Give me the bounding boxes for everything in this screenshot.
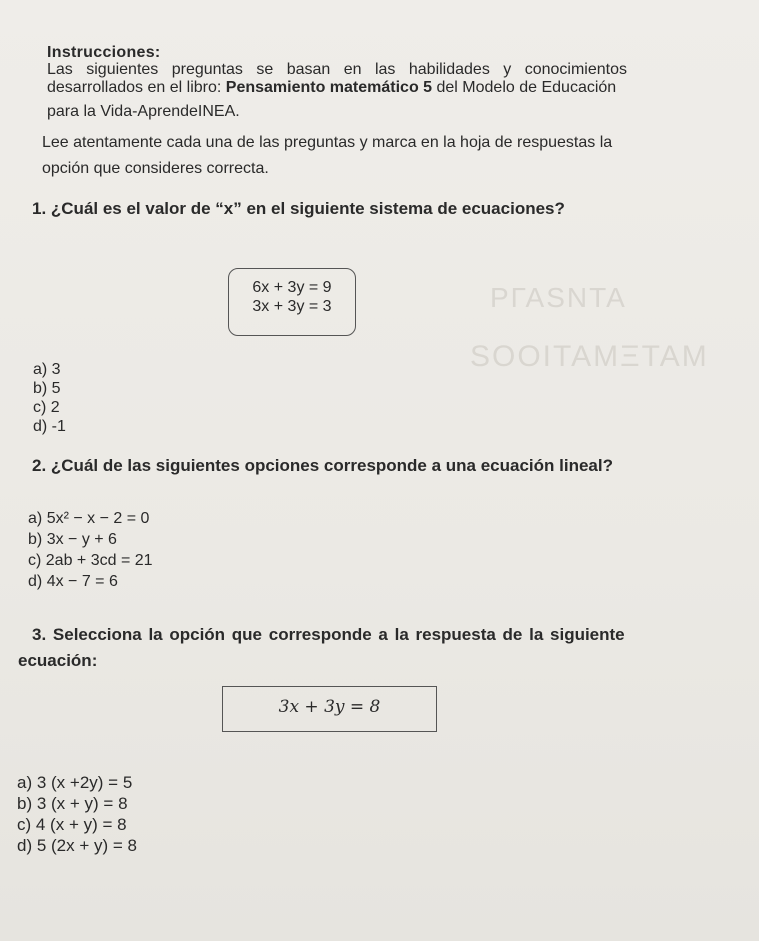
option-c[interactable]: c) 2ab + 3cd = 21	[28, 552, 153, 569]
equation-system-box	[228, 268, 356, 336]
option-d-expression: 4x − 7 = 6	[46, 573, 118, 590]
para1-line-1: Las siguientes preguntas se basan en las habilidades y conocimientos	[47, 61, 627, 78]
show-through-text: ЅΟΟΙΤΑΜΞΤΑΜ	[470, 340, 709, 373]
option-a[interactable]: a) 3	[33, 361, 61, 378]
option-b-expression: 3x − y + 6	[46, 531, 117, 548]
option-a-expression: 5x² − x − 2 = 0	[46, 510, 150, 527]
para2-line-2: opción que consideres correcta.	[42, 160, 269, 177]
option-c[interactable]: c) 4 (x + y) = 8	[17, 815, 127, 834]
show-through-text: ΡΓΑЅΝΤΑ	[490, 282, 627, 313]
question-3	[18, 625, 625, 671]
equation: 3x + 3y = 8	[278, 697, 381, 717]
question-3-line-2: ecuación:	[18, 651, 98, 670]
option-a[interactable]: a) 5x² − x − 2 = 0	[28, 510, 150, 527]
para1-line-2: desarrollados en el libro: Pensamiento matemático 5 del Modelo de Educación	[47, 79, 617, 96]
option-d[interactable]: d) -1	[33, 418, 66, 435]
question-3-line-1: 3. Selecciona la opción que corresponde a la respuesta de la siguiente	[32, 625, 625, 644]
instructions-title: Instrucciones:	[47, 44, 161, 61]
equation-box	[222, 686, 437, 732]
instructions-paragraph-2	[42, 133, 612, 179]
equation-line-2: 3x + 3y = 3	[252, 298, 332, 315]
option-c-expression: 2ab + 3cd = 21	[45, 552, 153, 569]
para1-line-3: para la Vida-AprendeINEA.	[47, 103, 240, 120]
option-a[interactable]: a) 3 (x +2y) = 5	[17, 773, 133, 792]
option-d[interactable]: d) 5 (2x + y) = 8	[17, 836, 137, 855]
option-b[interactable]: b) 3x − y + 6	[28, 531, 117, 548]
question-1: 1. ¿Cuál es el valor de “x” en el siguiente sistema de ecuaciones?	[32, 199, 565, 218]
option-b[interactable]: b) 5	[33, 380, 61, 397]
equation-line-1: 6x + 3y = 9	[252, 279, 332, 296]
option-b[interactable]: b) 3 (x + y) = 8	[17, 794, 128, 813]
question-3-options	[17, 772, 137, 856]
para2-line-1: Lee atentamente cada una de las preguntas y marca en la hoja de respuestas la	[42, 134, 613, 151]
option-c[interactable]: c) 2	[33, 399, 60, 416]
question-1-options	[33, 360, 66, 436]
question-2-options	[28, 508, 153, 592]
option-d[interactable]: d) 4x − 7 = 6	[28, 573, 118, 590]
instructions-paragraph	[47, 60, 717, 122]
question-2: 2. ¿Cuál de las siguientes opciones corresponde a una ecuación lineal?	[32, 456, 613, 475]
